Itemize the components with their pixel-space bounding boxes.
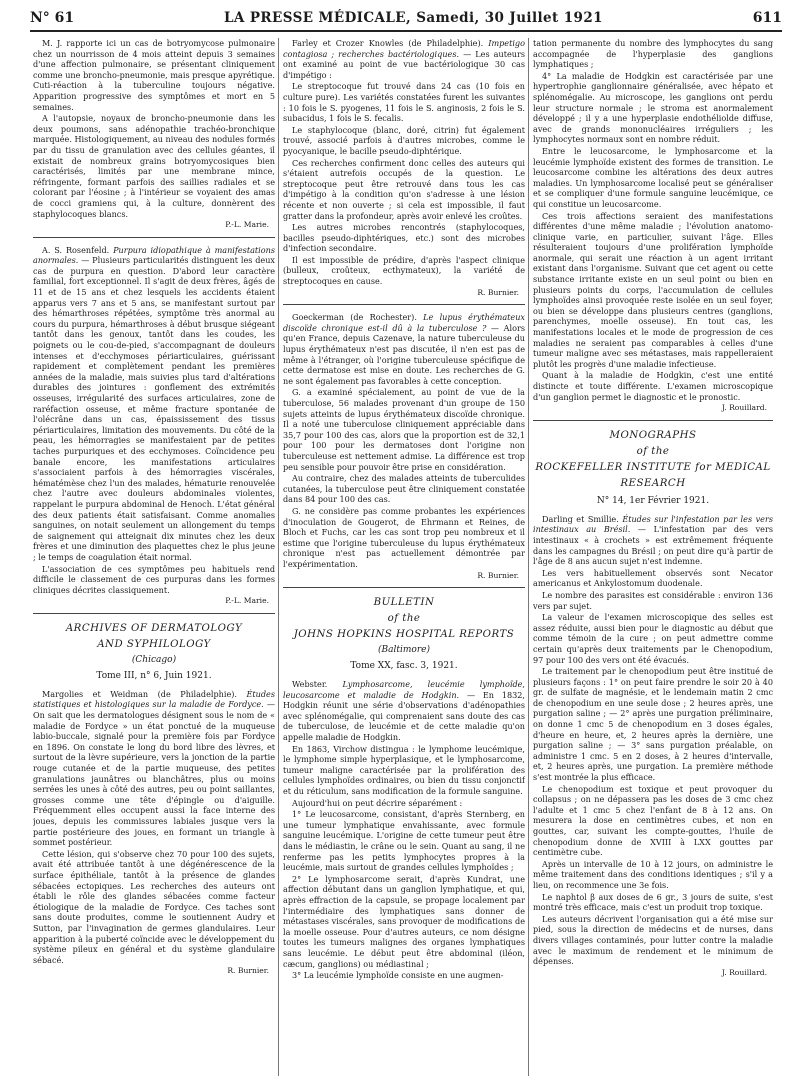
- article-author-city: (de Rochester).: [343, 312, 424, 323]
- signature: P.-L. Marie.: [225, 220, 269, 230]
- article-text: — Les auteurs ont examiné au point de vue bactériologique 30 cas d'impétigo :: [283, 48, 525, 80]
- signature: P.-L. Marie.: [225, 596, 269, 606]
- column-3: [533, 38, 773, 1076]
- paragraph: Aujourd'hui on peut décrire séparément :: [292, 797, 463, 808]
- paragraph: Les autres microbes rencontrés (staphylocoques, bacilles pseudo-diphtériques, etc.) sont des microbes d'infection secondaire.: [283, 222, 525, 254]
- paragraph: Cette lésion, qui s'observe chez 70 pour 100 des sujets, avait été attribuée tantôt à une dégénérescence de la surface épithéliale, tantôt à la présence de glandes sébacées ectopiques. Les recherches des auteurs ont établi le rôle des glandes sébacées comme facteur étiologique de la maladie de Fordyce. Ces taches sont sans doute produites, comme le soutiennent Audry et Sutton, par l'invagination de germes glandulaires. Leur apparition à la puberté coïncide avec le développement du système pileux en général et du système glandulaire sébacé.: [33, 848, 275, 965]
- column-rule-left: [278, 38, 279, 1076]
- paragraph: tation permanente du nombre des lymphocytes du sang accompagnée de l'hyperplasie des ganglions lymphatiques ;: [533, 38, 773, 70]
- paragraph: Au contraire, chez des malades atteints de tuberculides cutanées, la tuberculose peut être cliniquement constatée dans 84 pour 100 des cas.: [283, 473, 525, 505]
- section-volume: N° 14, 1er Février 1921.: [596, 495, 710, 506]
- article-separator: [33, 613, 275, 614]
- article-title: Lymphosarcome, leucémie lymphoïde, leucosarcome et maladie de Hodgkin.: [283, 679, 525, 700]
- paragraph: Il est impossible de prédire, d'après l'aspect clinique (bulleux, croûteux, ecthymateux), la variété de streptocoques en cause.: [283, 254, 525, 287]
- signature: R. Burnier.: [477, 570, 519, 580]
- section-title-line: ARCHIVES OF DERMATOLOGY: [65, 622, 243, 634]
- section-city: (Chicago): [131, 654, 177, 665]
- signature: J. Rouillard.: [721, 403, 767, 413]
- paragraph: Le staphylocoque (blanc, doré, citrin) fut également trouvé, associé parfois à d'autres microbes, comme le pyocyanique, le bacille pseudo-diphtérique.: [283, 124, 525, 156]
- article-separator: [33, 237, 275, 238]
- article-author: Webster.: [292, 679, 328, 690]
- section-volume: Tome III, n° 6, Juin 1921.: [96, 670, 212, 681]
- article-margolies: [33, 689, 275, 848]
- section-title-line: JOHNS HOPKINS HOSPITAL REPORTS: [293, 629, 515, 641]
- article-title: Études sur l'infestation par les vers intestinaux au Brésil.: [533, 513, 773, 535]
- paragraph: 2° Le lymphosarcome serait, d'après Kundrat, une affection débutant dans un ganglion lymphatique, et qui, après effraction de la capsule, se propage localement par l'intermédiaire des lymphatiques sans donner de métastases viscérales, sans provoquer de modifications de la moelle osseuse. Pour d'autres auteurs, ce nom désigne toutes les tumeurs malignes des organes lymphatiques sans leucémie. Le début peut être abdominal (iléon, cæcum, ganglions) ou médiastinal ;: [283, 873, 525, 969]
- section-city: (Baltimore): [378, 645, 430, 656]
- paragraph: La valeur de l'examen microscopique des selles est assez réduite, aussi bien pour le diagnostic au début que comme témoin de la cure ; on peut admettre comme certain qu'après deux traitements par le Chenopodium, 97 pour 100 des vers ont été évacués.: [533, 612, 773, 665]
- paragraph: Les auteurs décrivent l'organisation qui a été mise sur pied, sous la direction de médecins et de nurses, dans divers villages contaminés, pour lutter contre la maladie avec le maximum de rendement et le minimum de dépenses.: [533, 913, 773, 967]
- paragraph: 3° La leucémie lymphoïde consiste en une augmen-: [292, 970, 504, 981]
- section-title-line: RESEARCH: [620, 477, 686, 489]
- section-title-line: MONOGRAPHS: [609, 429, 697, 441]
- paragraph: Quant à la maladie de Hodgkin, c'est une entité distincte et toute différente. L'examen microscopique d'un ganglion permet le diagnostic et le pronostic.: [533, 370, 773, 402]
- article-author-city: (de Philadelphie).: [148, 688, 247, 699]
- journal-title: LA PRESSE MÉDICALE, Samedi, 30 Juillet 1921: [224, 10, 603, 26]
- article-separator: [283, 304, 525, 305]
- article-author: Farley et Crozer Knowles: [292, 38, 404, 48]
- paragraph: Le streptocoque fut trouvé dans 24 cas (10 fois en culture pure). Les variétés constatées furent les suivantes : 10 fois le S. pyogenes, 11 fois le S. anginosis, 2 fois le S. subacidus, 1 fois le S. fecalis.: [283, 81, 525, 124]
- paragraph: Ces trois affections seraient des manifestations différentes d'une même maladie ; l'évolution anatomo-clinique varie, en particulier, suivant l'âge. Elles résulteraient toujours d'une prolifération lymphoïde anormale, qui serait une réaction à un agent irritant existant dans l'organisme. Suivant que cet agent ou cette substance irritante existe en un seul point ou bien en plusieurs points du corps, l'accumulation de cellules lymphoïdes ainsi provoquée reste isolée en un seul foyer, ou bien se développe dans plusieurs centres (ganglions, parenchymes, moelle osseuse). En tout cas, les manifestations locales et le mode de progression de ces maladies ne seraient pas comparables à celles d'une tumeur maligne avec ses métastases, mais rappelleraient plutôt les progrès d'une maladie infectieuse.: [533, 210, 773, 369]
- article-text: — L'infestation par des vers intestinaux « à crochets » est extrêmement fréquente dans les campagnes du Brésil ; on peut dire qu'à partir de l'âge de 8 ans aucun sujet n'est indemne.: [533, 524, 773, 567]
- paragraph: Les vers habituellement observés sont Necator americanus et Ankylostomum duodenale.: [533, 567, 773, 589]
- article-title: Le lupus érythémateux discoïde chronique est-il dû à la tuberculose ?: [283, 312, 525, 333]
- article-darling: [533, 514, 773, 567]
- article-farley: [283, 38, 525, 80]
- paragraph: A l'autopsie, noyaux de broncho-pneumonie dans les deux poumons, sans adénopathie trachéo-bronchique marquée. Histologiquement, au niveau des nodules formés par du tissu de granulation avec des cellules géantes, il existait de nombreux grains botryomycosiques bien caractérisés, limités par une membrane mince, réfringente, formant parfois des saillies radiales et se colorant par l'éosine ; à l'intérieur se voyaient des amas de cocci gramiens qui, à la culture, donnèrent des staphylocoques blancs.: [33, 113, 275, 219]
- paragraph: G. ne considère pas comme probantes les expériences d'inoculation de Gougerot, de Ehrmann et Reines, de Bloch et Fuchs, car les cas sont trop peu nombreux et il estime que l'origine tuberculeuse du lupus érythémateux chronique n'est pas actuellement démontrée par l'expérimentation.: [283, 505, 525, 569]
- paragraph: 1° Le leucosarcome, consistant, d'après Sternberg, en une tumeur lymphatique envahissante, avec formule sanguine leucémique. L'origine de cette tumeur peut être dans le médiastin, le crâne ou le sein. Quant au sang, il ne renferme pas les petits lymphocytes propres à la leucémie, mais surtout de grandes cellules lymphoïdes ;: [283, 809, 525, 873]
- signature: J. Rouillard.: [721, 967, 767, 977]
- article-goeckerman: [283, 312, 525, 386]
- article-title: Études statistiques et histologiques sur la maladie de Fordyce.: [33, 688, 275, 710]
- article-author: Margolies et Weidman: [42, 688, 149, 699]
- article-text: — On sait que les dermatologues désignent sous le nom de « maladie de Fordyce » un état ponctué de la muqueuse labio-buccale, signalé pour la première fois par Fordyce en 1896. On constate le long du bord libre des lèvres, et surtout de la lèvre supérieure, vers la jonction de la partie rouge cutanée et de la partie muqueuse, des petites granulations jaunâtres ou blanchâtres, plus ou moins serrées les unes à côté des autres, peu ou point saillantes, grosses comme une tête d'épingle ou d'aiguille. Fréquemment elles occupent aussi la face interne des joues, depuis les commissures labiales jusque vers la partie postérieure des joues, en formant un triangle à sommet postérieur.: [33, 699, 275, 848]
- column-1: [33, 38, 275, 1076]
- section-title: [283, 595, 525, 643]
- article-title: Impetigo contagiosa ; recherches bactériologiques.: [283, 38, 525, 59]
- paragraph: G. a examiné spécialement, au point de vue de la tuberculose, 56 malades provenant d'un groupe de 150 sujets atteints de lupus érythémateux discoïde chronique. Il a noté une tuberculose cliniquement appréciable dans 35,7 pour 100 des cas, alors que la proportion est de 32,1 pour 100 pour les dermatoses dont l'origine non tuberculeuse est nettement admise. La différence est trop peu sensible pour pouvoir être prise en considération.: [283, 387, 525, 472]
- article-text: — Plusieurs particularités distinguent les deux cas de purpura en question. D'abord leur caractère familial, fort exceptionnel. Il s'agit de deux frères, âgés de 11 et de 15 ans et chez lesquels les accidents étaient apparus vers 7 ans et 5 ans, se manifestant surtout par des hémarthroses répétées, symptôme très anormal au cours du purpura, hémarthroses à début brusque siégeant tantôt dans les genoux, tantôt dans les coudes, les poignets ou le cou-de-pied, s'accompagnant de douleurs intenses et d'ecchymoses périarticulaires, guérissant rapidement et complètement pendant les premières années de la maladie, mais suivies plus tard d'altérations durables des jointures : gonflement des extrémités osseuses, irrégularité des surfaces articulaires, zone de raréfaction osseuse, et même fracture spontanée de l'olécrâne dans un cas, épaississement des tissus périarticulaires, limitation des mouvements. Du côté de la peau, les hémorragies se manifestaient par de petites taches purpuriques et des ecchymoses. Coïncidence peu banale encore, les manifestations articulaires s'associaient parfois à des hémorragies viscérales, hématémèse chez l'un des malades, hématurie renouvelée chez l'autre avec douleurs abdominales violentes, rappelant le purpura abdominal de Henoch. L'état général des deux patients était satisfaisant. Comme anomalies sanguines, on notait seulement un allongement du temps de saignement qui atteignait dix minutes chez les deux frères et une diminution des plaquettes chez le plus jeune ; le temps de coagulation était normal.: [33, 255, 275, 562]
- section-title-line: of the: [636, 445, 670, 457]
- paragraph: 4° La maladie de Hodgkin est caractérisée par une hypertrophie ganglionnaire généralisée, avec hépato et splénomégalie. Au microscope, les ganglions ont perdu leur structure normale ; le stroma est anormalement développé ; il y a une hyperplasie endothéliolde diffuse, avec de grands mononucléaires irréguliers ; les lymphocytes normaux sont en nombre réduit.: [533, 70, 773, 145]
- paragraph: En 1863, Virchow distingua : le lymphome leucémique, le lymphome simple hyperplasique, et le lymphosarcome, tumeur maligne caractérisée par la prolifération des cellules lymphoïdes ordinaires, ou bien du tissu conjonctif et du réticulum, sans modification de la formule sanguine.: [283, 743, 525, 797]
- article-author: Darling et Smillie.: [542, 513, 619, 524]
- paragraph: Le nombre des parasites est considérable : environ 136 vers par sujet.: [533, 589, 773, 611]
- paragraph: Après un intervalle de 10 à 12 jours, on administre le même traitement dans des conditions identiques ; s'il y a lieu, on recommence une 3e fois.: [533, 858, 773, 890]
- page-header: [30, 6, 782, 32]
- article-title: Purpura idiopathique à manifestations anormales.: [33, 244, 275, 266]
- article-text: — En 1832, Hodgkin réunit une série d'observations d'adénopathies avec splénomégalie, qui comprenaient sans doute des cas de tuberculose, de leucémie et de cette maladie qu'on appelle maladie de Hodgkin.: [283, 689, 525, 743]
- article-rosenfeld: [33, 245, 275, 563]
- page-number-right: 611: [752, 10, 782, 26]
- article-author: A. S. Rosenfeld.: [42, 244, 110, 255]
- paragraph: M. J. rapporte ici un cas de botryomycose pulmonaire chez un nourrisson de 4 mois atteint depuis 3 semaines d'une affection pulmonaire, se présentant cliniquement comme une broncho-pneumonie, mais presque apyrétique. Cuti-réaction à la tuberculine toujours négative. Apparition progressive des symptômes et mort en 5 semaines.: [33, 38, 275, 112]
- paragraph: Le naphtol β aux doses de 6 gr., 3 jours de suite, s'est montré très efficace, mais c'est un produit trop toxique.: [533, 891, 773, 913]
- section-title-line: AND SYPHILOLOGY: [97, 638, 211, 650]
- section-volume: Tome XX, fasc. 3, 1921.: [350, 661, 458, 672]
- article-author: Goeckerman: [292, 312, 344, 323]
- paragraph: Entre le leucosarcome, le lymphosarcome et la leucémie lymphoïde existent des formes de transition. Le leucosarcome combine les altérations des deux autres maladies. Un lymphosarcome localisé peut se généraliser et se compliquer d'une formule sanguine leucémique, ce qui constitue un leucosarcome.: [533, 145, 773, 209]
- article-separator: [533, 420, 773, 421]
- section-title: [33, 621, 275, 653]
- column-rule-right: [528, 38, 529, 1076]
- article-webster: [283, 679, 525, 743]
- paragraph: Ces recherches confirment donc celles des auteurs qui s'étaient autrefois occupés de la question. Le streptocoque peut être retrouvé dans tous les cas d'impétigo à la condition qu'on s'adresse à une lésion récente et non ouverte ; si cela est impossible, il faut gratter dans la profondeur, après avoir enlevé les croûtes.: [283, 157, 525, 221]
- signature: R. Burnier.: [227, 966, 269, 976]
- signature: R. Burnier.: [477, 287, 519, 297]
- article-author-city: (de Philadelphie).: [403, 38, 489, 48]
- paragraph: Le traitement par le chenopodium peut être institué de plusieurs façons : 1° on peut faire prendre le soir 20 à 40 gr. de sulfate de magnésie, et le lendemain matin 2 cmc de chenopodium en une seule dose ; 2 heures après, une purgation saline ; — 2° après une purgation préliminaire, on donne 1 cmc 5 de chenopodium en 3 doses égales, d'heure en heure, et, 2 heures après la dernière, une purgation saline ; — 3° sans purgation préalable, on administre 1 cmc. 5 en 2 doses, à 2 heures d'intervalle, et, 2 heures après, une purgation. La première méthode s'est montrée la plus efficace.: [533, 666, 773, 783]
- section-title-line: BULLETIN: [373, 597, 435, 609]
- page-number-left: N° 61: [30, 10, 75, 26]
- section-title-line: of the: [387, 613, 421, 625]
- section-title: [533, 428, 773, 492]
- article-separator: [283, 587, 525, 588]
- section-title-line: ROCKEFELLER INSTITUTE for MEDICAL: [535, 461, 771, 473]
- paragraph: L'association de ces symptômes peu habituels rend difficile le classement de ces purpuras dans les formes cliniques décrites classiquement.: [33, 563, 275, 595]
- article-text: — Alors qu'en France, depuis Cazenave, la nature tuberculeuse du lupus érythémateux n'est pas discutée, il n'en est pas de même à l'étranger, où l'origine tuberculeuse spécifique de cette dermatose est mise en doute. Les recherches de G. ne sont également pas favorables à cette conception.: [283, 322, 525, 386]
- paragraph: Le chenopodium est toxique et peut provoquer du collapsus ; on ne dépassera pas les doses de 3 cmc chez l'adulte et 1 cmc 5 chez l'enfant de 8 à 12 ans. On mesurera la dose en centimètres cubes, et non en gouttes, car, suivant les compte-gouttes, l'huile de chenopodium donne de XVIII à LXX gouttes par centimètre cube.: [533, 783, 773, 858]
- column-2: [283, 38, 525, 1076]
